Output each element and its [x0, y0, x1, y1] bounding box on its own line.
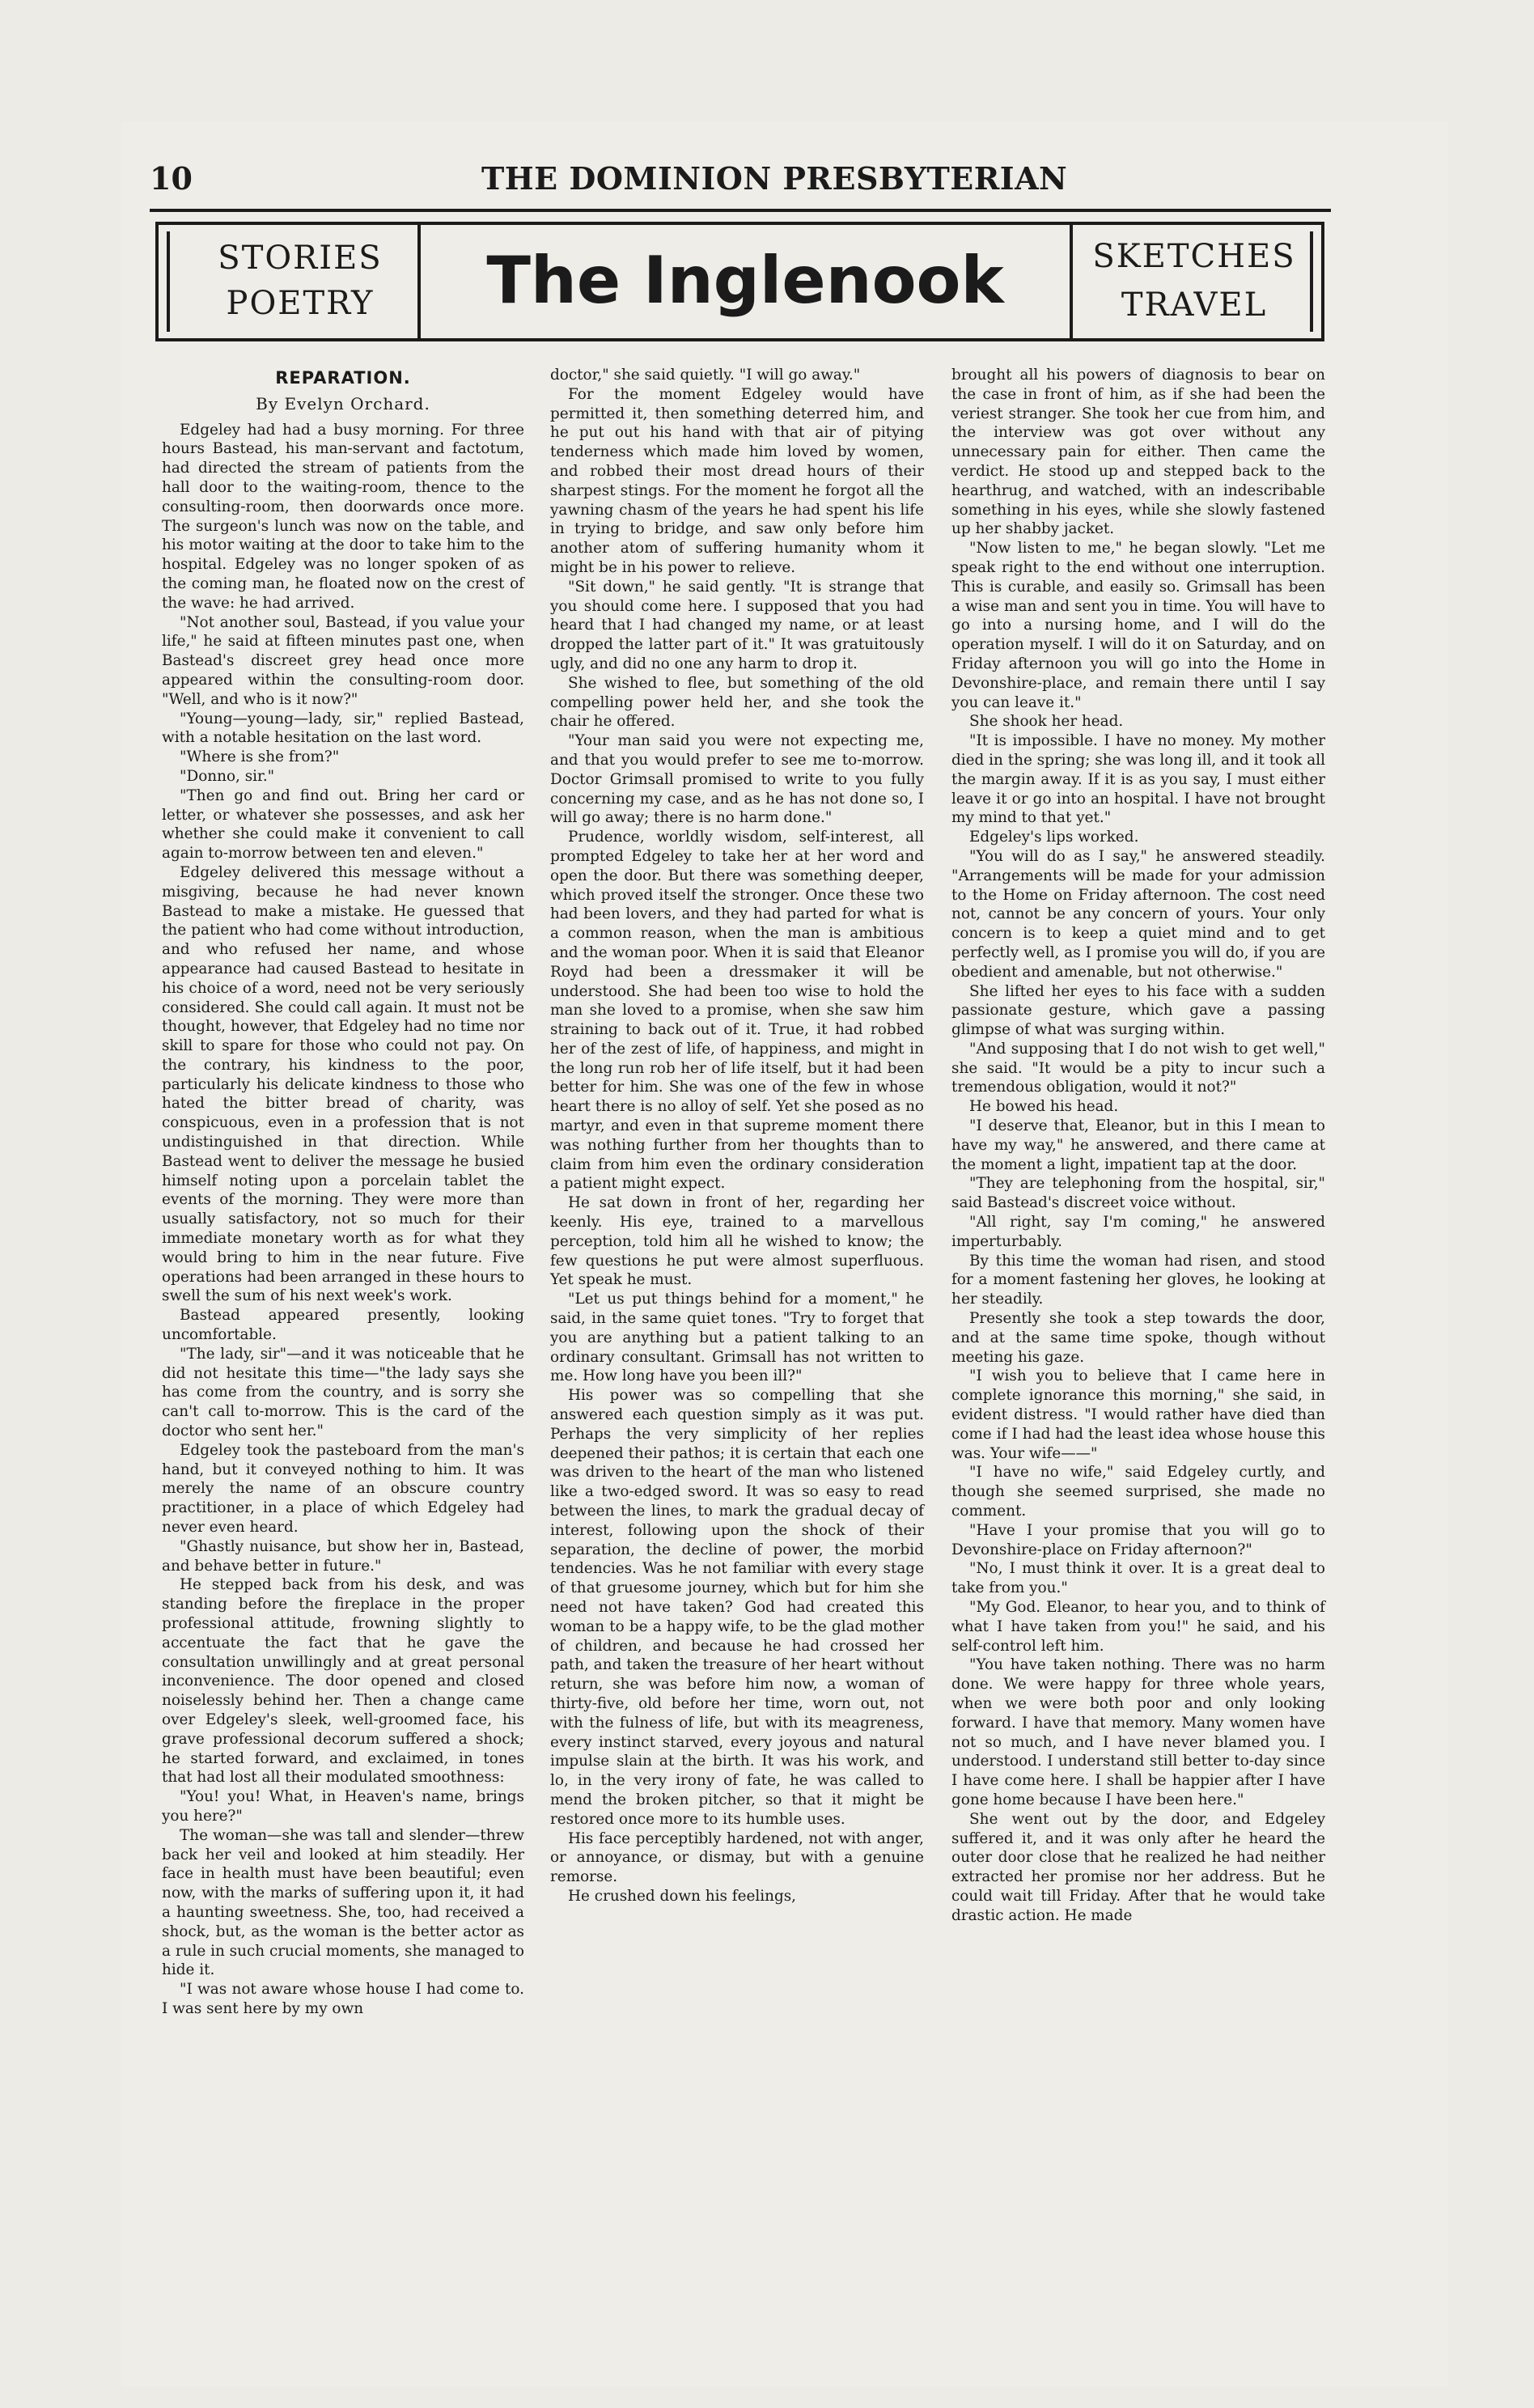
paragraph: "My God. Eleanor, to hear you, and to think of what I have taken from you!" he said, and his self-control left him. — [951, 1599, 1325, 1655]
paragraph: "Sit down," he said gently. "It is strange that you should come here. I supposed that you had heard that I had changed my name, or at least dropped the latter part of it." It was gratuitously ugly, and did no one any harm to drop it. — [550, 578, 924, 672]
paragraph: Bastead appeared presently, looking uncomfortable. — [162, 1307, 524, 1344]
publication-title: THE DOMINION PRESBYTERIAN — [481, 160, 1068, 197]
paragraph: doctor," she said quietly. "I will go away." — [550, 367, 861, 384]
paragraph: "I wish you to believe that I came here in complete ignorance this morning," she said, in evident distress. "I would rather have died than come if I had had the least idea whose house this was. Your wife——" — [951, 1367, 1325, 1462]
header-rule — [150, 209, 1331, 212]
paragraph: The woman—she was tall and slender—threw back her veil and looked at him steadily. Her face in health must have been beautiful; even now, with the marks of suffering upon it, it had a haunting sweetness. She, too, had received a shock, but, as the woman is the better actor as a rule in such crucial moments, she managed to hide it. — [162, 1826, 524, 1979]
paragraph: Edgeley had had a busy morning. For three hours Bastead, his man-servant and factotum, had directed the stream of patients from the hall door to the waiting-room, thence to the consulting-room, then doorwards once more. The surgeon's lunch was now on the table, and his motor waiting at the door to take him to the hospital. Edgeley was no longer spoken of as the coming man, he floated now on the crest of the wave: he had arrived. — [162, 421, 524, 612]
text-column-3 — [951, 366, 1325, 1926]
paragraph: "Ghastly nuisance, but show her in, Bastead, and behave better in future." — [162, 1537, 524, 1575]
paragraph: "Donno, sir." — [180, 767, 275, 785]
paragraph: "I have no wife," said Edgeley curtly, and though she seemed surprised, she made no comment. — [951, 1464, 1325, 1520]
paragraph: "They are telephoning from the hospital, sir," said Bastead's discreet voice without. — [951, 1175, 1325, 1212]
column-2-body — [550, 366, 924, 1906]
banner-left-top: STORIES — [218, 240, 383, 277]
paragraph: "It is impossible. I have no money. My mother died in the spring; she was long ill, and it took all the margin away. If it is as you say, I must either leave it or go into an hospital. I have not brought my mind to that yet." — [951, 732, 1325, 827]
paragraph: "Your man said you were not expecting me, and that you would prefer to see me to-morrow. Doctor Grimsall promised to write to you fully concerning my case, and as he has not done so, I will go away; there is no harm done." — [550, 732, 924, 827]
paragraph: Edgeley's lips worked. — [969, 829, 1139, 846]
paragraph: He sat down in front of her, regarding her keenly. His eye, trained to a marvellous perception, told him all he wished to know; the few questions he put were almost superfluous. Yet speak he must. — [550, 1194, 924, 1289]
paragraph: "You have taken nothing. There was no harm done. We were happy for three whole years, when we were both poor and only looking forward. I have that memory. Many women have not so much, and I have never blamed you. I understood. I understand still better to-day since I have come here. I shall be happier after I have gone home because I have been here." — [951, 1656, 1325, 1808]
banner-right-top: SKETCHES — [1092, 238, 1296, 275]
paragraph: "All right, say I'm coming," he answered imperturbably. — [951, 1214, 1325, 1250]
banner-border-left — [167, 231, 170, 332]
paragraph: "Young—young—lady, sir," replied Bastead, with a notable hesitation on the last word. — [162, 710, 524, 747]
running-head — [150, 160, 1331, 202]
paragraph: "You will do as I say," he answered steadily. "Arrangements will be made for your admission to the Home on Friday afternoon. The cost need not, cannot be any concern of yours. Your only concern is to keep a quiet mind and to get perfectly well, as I promise you will do, if you are obedient and amenable, but not otherwise." — [951, 847, 1325, 981]
section-banner — [155, 222, 1324, 341]
article-heading: REPARATION. — [275, 368, 411, 388]
banner-left-bottom: POETRY — [226, 285, 375, 322]
paragraph: "Have I your promise that you will go to Devonshire-place on Friday afternoon?" — [951, 1521, 1325, 1558]
paragraph: Prudence, worldly wisdom, self-interest, all prompted Edgeley to take her at her word and open the door. But there was something deeper, which proved itself the stronger. Once these two had been lovers, and they had parted for what is a common reason, when the man is ambitious and the woman poor. When it is said that Eleanor Royd had been a dressmaker it will be understood. She had been too wise to hold the man she loved to a promise, when she saw him straining to back out of it. True, it had robbed her of the zest of life, of happiness, and might in the long run rob her of life itself, but it had been better for him. She was one of the few in whose heart there is no alloy of self. Yet she posed as no martyr, and even in that supreme moment there was nothing further from her thoughts than to claim from him even the ordinary consideration a patient might expect. — [550, 829, 924, 1193]
paragraph: "Not another soul, Bastead, if you value your life," he said at fifteen minutes past one, when Bastead's discreet grey head once more appeared within the consulting-room door. "Well, and who is it now?" — [162, 613, 524, 708]
paragraph: "Now listen to me," he began slowly. "Let me speak right to the end without one interruption. This is curable, and easily so. Grimsall has been a wise man and sent you in time. You will have to go into a nursing home, and I will do the operation myself. I will do it on Saturday, and on Friday afternoon you will go into the Home in Devonshire-place, and remain there until I say you can leave it." — [951, 540, 1325, 711]
paragraph: By this time the woman had risen, and stood for a moment fastening her gloves, he looking at her steadily. — [951, 1252, 1325, 1308]
paragraph: "Then go and find out. Bring her card or letter, or whatever she possesses, and ask her whether she could make it convenient to call again to-morrow between ten and eleven." — [162, 786, 524, 863]
banner-title: The Inglenook — [486, 243, 1004, 318]
article-byline: By Evelyn Orchard. — [256, 393, 430, 413]
paragraph: For the moment Edgeley would have permitted it, then something deterred him, and he put out his hand with that air of pitying tenderness which made him loved by women, and robbed their most dread hours of their sharpest stings. For the moment he forgot all the yawning chasm of the years he had spent his life in trying to bridge, and saw only before him another atom of suffering humanity whom it might be in his power to relieve. — [550, 385, 924, 576]
paragraph: "No, I must think it over. It is a great deal to take from you." — [951, 1560, 1325, 1597]
paragraph: Presently she took a step towards the door, and at the same time spoke, though without meeting his gaze. — [951, 1310, 1325, 1366]
paragraph: His power was so compelling that she answered each question simply as it was put. Perhaps the very simplicity of her replies deepened their pathos; it is certain that each one was driven to the heart of the man who listened like a two-edged sword. It was so easy to read between the lines, to mark the gradual decay of interest, following upon the shock of their separation, the decline of power, the morbid tendencies. Was he not familiar with every stage of that gruesome journey, which but for him she need not have taken? God had created this woman to be a happy wife, to be the glad mother of children, and because he had crossed her path, and taken the treasure of her heart without return, she was before him now, a woman of thirty-five, old before her time, worn out, not with the fulness of life, but with its meagreness, every instinct starved, every joyous and natural impulse slain at the birth. It was his work, and lo, in the very irony of fate, he was called to mend the broken pitcher, so that it might be restored once more to its humble uses. — [550, 1387, 924, 1828]
paragraph: Edgeley took the pasteboard from the man's hand, but it conveyed nothing to him. It was merely the name of an obscure country practitioner, in a place of which Edgeley had never even heard. — [162, 1441, 524, 1537]
paragraph: Edgeley delivered this message without a misgiving, because he had never known Bastead to make a mistake. He guessed that the patient who had come without introduction, and who refused her name, and whose appearance had caused Bastead to hesitate in his choice of a word, need not be very seriously considered. She could call again. It must not be thought, however, that Edgeley had no time nor skill to spare for those who could not pay. On the contrary, his kindness to the poor, particularly his delicate kindness to those who hated the bitter bread of charity, was conspicuous, even in a profession that is not undistinguished in that direction. While Bastead went to deliver the message he busied himself noting upon a porcelain tablet the events of the morning. They were more than usually satisfactory, not so much for their immediate monetary worth as for what they would bring to him in the near future. Five operations had been arranged in these hours to swell the sum of his next week's work. — [162, 863, 524, 1305]
paragraph: "I deserve that, Eleanor, but in this I mean to have my way," he answered, and there came at the moment a light, impatient tap at the door. — [951, 1117, 1325, 1173]
column-3-body — [951, 366, 1325, 1926]
paragraph: She lifted her eyes to his face with a sudden passionate gesture, which gave a passing glimpse of what was surging within. — [951, 982, 1325, 1039]
paragraph: She went out by the door, and Edgeley suffered it, and it was only after he heard the outer door close that he realized he had neither extracted her promise nor her address. But he could wait till Friday. After that he would take drastic action. He made — [951, 1810, 1325, 1924]
paragraph: brought all his powers of diagnosis to bear on the case in front of him, as if she had been the veriest stranger. She took her cue from him, and the interview was got over without any unnecessary pain for either. Then came the verdict. He stood up and stepped back to the hearthrug, and watched, with an indescribable something in his eyes, while she slowly fastened up her shabby jacket. — [951, 367, 1325, 538]
paragraph: "Let us put things behind for a moment," he said, in the same quiet tones. "Try to forget that you are anything but a patient talking to an ordinary consultant. Grimsall has not written to me. How long have you been ill?" — [550, 1291, 924, 1385]
paragraph: She wished to flee, but something of the old compelling power held her, and she took the chair he offered. — [550, 674, 924, 731]
paragraph: He stepped back from his desk, and was standing before the fireplace in the proper professional attitude, frowning slightly to accentuate the fact that he gave the consultation unwillingly and at great personal inconvenience. The door opened and closed noiselessly behind her. Then a change came over Edgeley's sleek, well-groomed face, his grave professional decorum suffered a shock; he started forward, and exclaimed, in tones that had lost all their modulated smoothness: — [162, 1576, 524, 1787]
banner-right-bottom: TRAVEL — [1121, 286, 1268, 324]
page-number: 10 — [150, 160, 193, 197]
paragraph: "You! you! What, in Heaven's name, brings you here?" — [162, 1788, 524, 1825]
paragraph: She shook her head. — [969, 713, 1124, 731]
paragraph: "The lady, sir"—and it was noticeable that he did not hesitate this time—"the lady says she has come from the country, and is sorry she can't call to-morrow. This is the card of the doctor who sent her." — [162, 1345, 524, 1440]
paragraph: He bowed his head. — [969, 1098, 1119, 1116]
paragraph: He crushed down his feelings, — [568, 1887, 797, 1905]
paragraph: "I was not aware whose house I had come to. I was sent here by my own — [162, 1981, 524, 2017]
paragraph: His face perceptibly hardened, not with anger, or annoyance, or dismay, but with a genuine remorse. — [550, 1829, 924, 1886]
column-1-body — [162, 421, 524, 2019]
text-column-1 — [162, 366, 524, 2019]
banner-divider-right — [1070, 225, 1073, 338]
paragraph: "And supposing that I do not wish to get well," she said. "It would be a pity to incur such a tremendous obligation, would it not?" — [951, 1040, 1325, 1096]
banner-divider-left — [417, 225, 421, 338]
banner-border-right — [1310, 231, 1313, 332]
paragraph: "Where is she from?" — [180, 748, 340, 766]
text-column-2 — [550, 366, 924, 1906]
